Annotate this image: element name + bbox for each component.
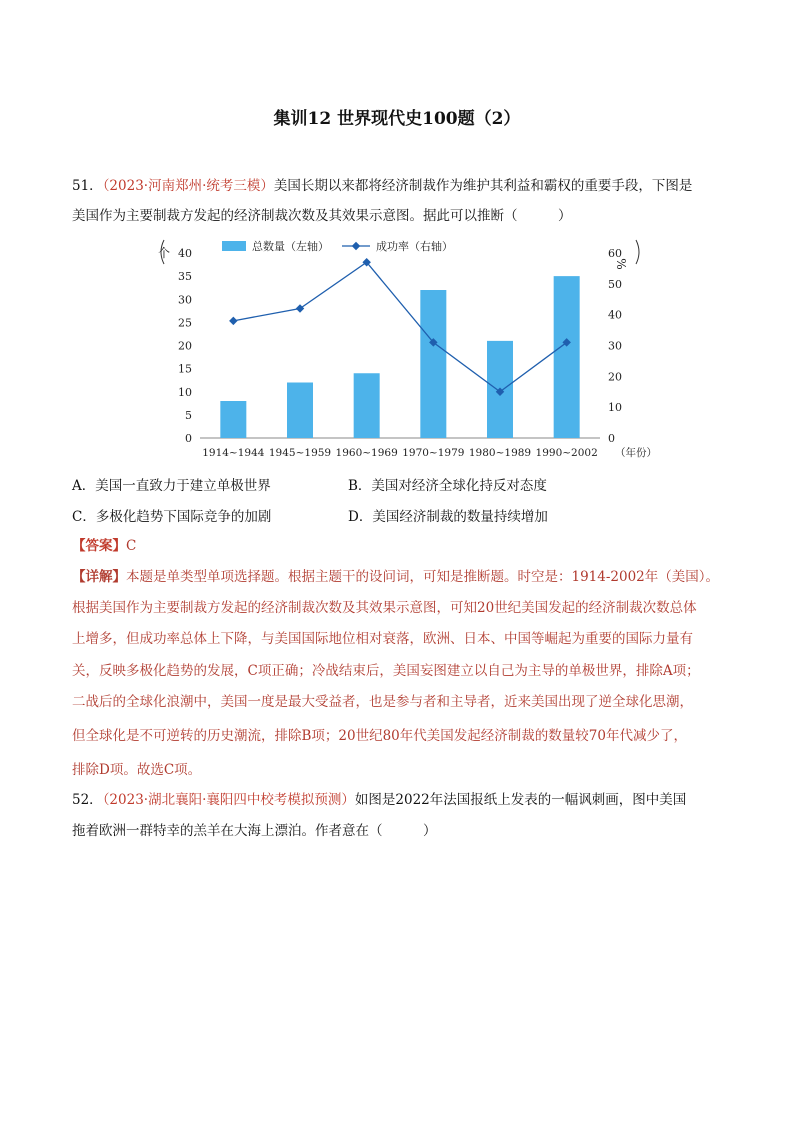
left-axis-tick-label: 20 (178, 339, 192, 353)
q52-stem-1: 如图是2022年法国报纸上发表的一幅讽刺画，图中美国 (354, 792, 687, 808)
sanction-chart (150, 234, 657, 462)
right-axis-tick-label: 40 (608, 308, 622, 322)
q51-number: 51． (72, 178, 103, 194)
q51-stem-1: 美国长期以来都将经济制裁作为维护其利益和霸权的重要手段，下图是 (273, 178, 693, 194)
left-axis-tick-label: 40 (178, 247, 192, 260)
x-tick-label: 1945~1959 (268, 447, 332, 459)
q51-option-a: A．美国一直致力于建立单极世界 (72, 478, 271, 494)
right-axis-tick-label: 30 (608, 339, 622, 353)
legend-bar-swatch (222, 241, 246, 251)
x-tick-label: 1970~1979 (402, 447, 465, 459)
left-axis-tick-label: 35 (178, 270, 192, 284)
q51-option-b: B．美国对经济全球化持反对态度 (348, 478, 547, 494)
left-axis-tick-label: 15 (178, 362, 192, 376)
q51-detail-line-3: 上增多，但成功率总体上下降，与美国国际地位相对衰落，欧洲、日本、中国等崛起为重要的国际力量有 (72, 631, 693, 647)
success-rate-point-1945~1959 (296, 304, 304, 312)
q51-detail-line-2: 根据美国作为主要制裁方发起的经济制裁次数及其效果示意图，可知20世纪美国发起的经济制裁次数总体 (72, 600, 697, 616)
x-tick-label: 1990~2002 (535, 447, 598, 459)
detail-tag: 【详解】 (72, 569, 126, 585)
left-axis-label: 个 (157, 246, 171, 260)
answer-value: C (126, 538, 137, 554)
right-axis-tick-label: 60 (608, 247, 622, 260)
q51-option-c: C．多极化趋势下国际竞争的加剧 (72, 509, 272, 525)
q51-detail-line-5: 二战后的全球化浪潮中，美国一度是最大受益者，也是参与者和主导者，近来美国出现了逆全球化思潮， (72, 694, 693, 710)
right-axis-tick-label: 20 (608, 370, 622, 384)
x-tick-label: 1980~1989 (468, 447, 532, 459)
left-axis-tick-label: 25 (178, 316, 192, 330)
answer-tag: 【答案】 (72, 538, 126, 554)
q51-detail-line-4: 关，反映多极化趋势的发展，C项正确；冷战结束后，美国妄图建立以自己为主导的单极世界，排除A项； (72, 663, 700, 679)
q51-detail-line-7: 排除D项。故选C项。 (72, 762, 202, 778)
q51-stem-line-2: 美国作为主要制裁方发起的经济制裁次数及其效果示意图。据此可以推断（ ） (72, 208, 572, 224)
left-axis-tick-label: 10 (178, 385, 192, 399)
q51-option-d: D．美国经济制裁的数量持续增加 (348, 509, 548, 525)
right-axis-tick-label: 10 (608, 401, 622, 415)
left-axis-tick-label: 5 (185, 408, 192, 422)
x-tick-label: 1914~1944 (202, 447, 265, 459)
right-axis-tick-label: 50 (608, 277, 622, 291)
left-axis-tick-label: 30 (178, 293, 192, 307)
bar-1970~1979 (420, 290, 446, 438)
right-axis-label-bracket (636, 240, 639, 264)
left-axis-tick-label: 0 (185, 432, 192, 445)
bar-1914~1944 (220, 401, 246, 438)
right-axis-tick-label: 0 (608, 432, 615, 445)
bar-1960~1969 (354, 373, 380, 438)
page-title: 集训12 世界现代史100题（2） (273, 109, 521, 129)
q52-source: （2023·湖北襄阳·襄阳四中校考模拟预测） (102, 792, 355, 808)
q52-number: 52． (72, 792, 103, 808)
q51-stem-line-1 (72, 176, 692, 196)
legend-line-marker (352, 242, 360, 250)
q51-detail-line-6: 但全球化是不可逆转的历史潮流，排除B项；20世纪80年代美国发起经济制裁的数量较70年代减少了， (72, 728, 687, 744)
success-rate-line (233, 262, 566, 392)
x-tick-label: 1960~1969 (335, 447, 398, 459)
bar-1945~1959 (287, 383, 313, 439)
q52-stem-line-2: 拖着欧洲一群特幸的羔羊在大海上漂泊。作者意在（ ） (72, 823, 437, 839)
q52-stem-line-1 (72, 790, 686, 810)
q51-detail-line-1: 【详解】本题是单类型单项选择题。根据主题干的设问词，可知是推断题。时空是：1914-2002年（美国）。 (72, 569, 720, 585)
legend-bar-label: 总数量（左轴） (252, 240, 329, 253)
q51-answer (72, 536, 136, 556)
bar-1990~2002 (554, 276, 580, 438)
legend-line-label: 成功率（右轴） (376, 240, 453, 253)
q51-source: （2023·河南郑州·统考三模） (102, 178, 274, 194)
right-axis-label: % (614, 258, 628, 270)
success-rate-point-1914~1944 (229, 317, 237, 325)
x-axis-label: （年份） (615, 447, 657, 459)
